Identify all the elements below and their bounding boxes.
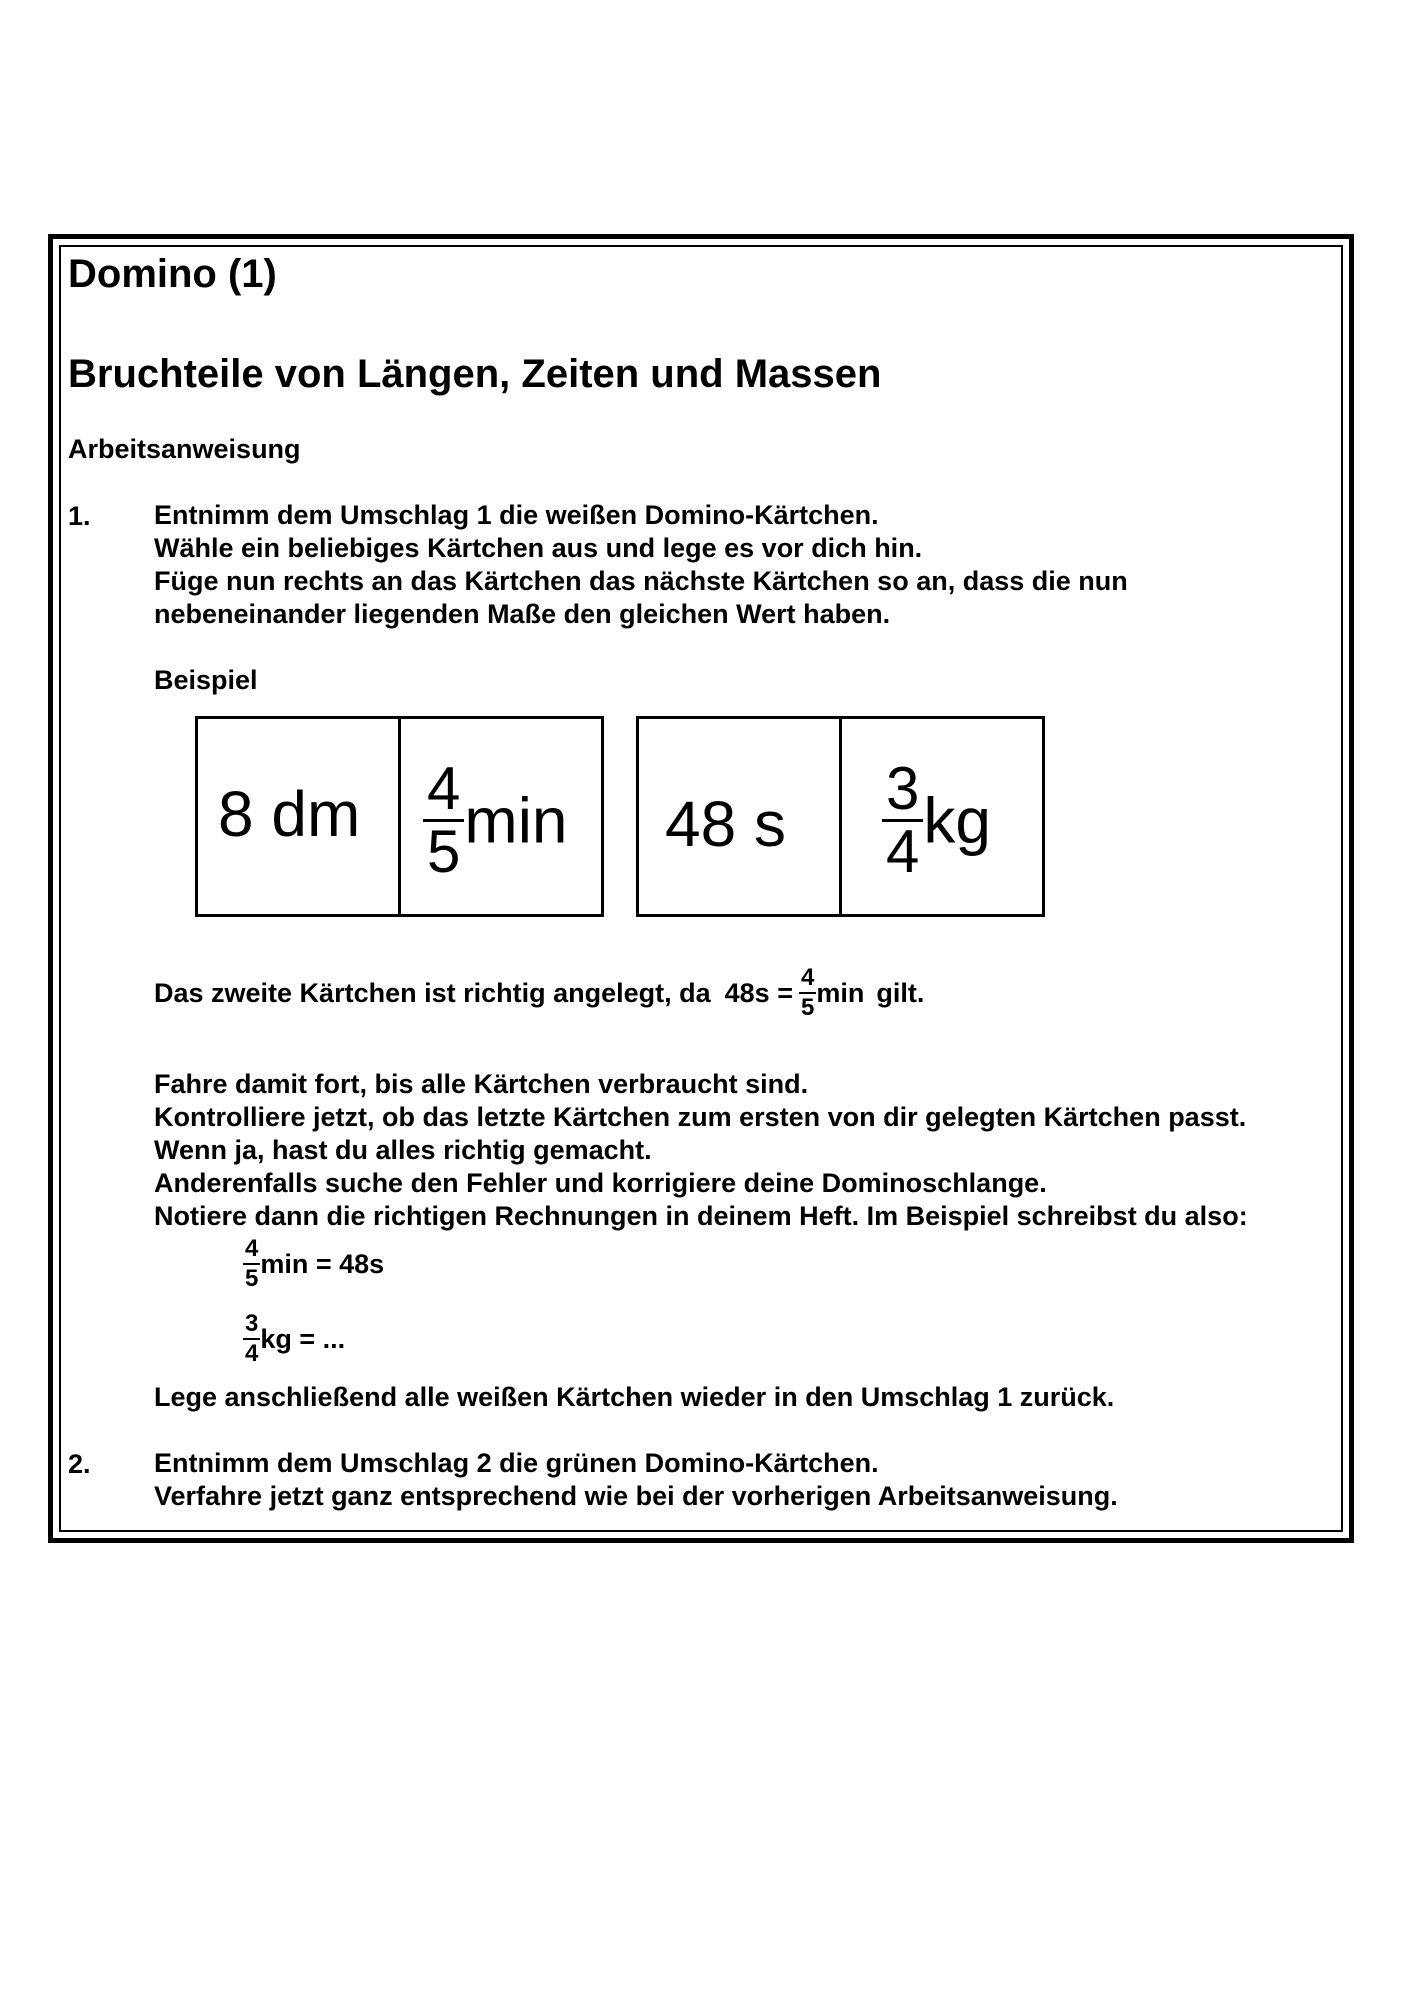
fraction xyxy=(423,755,464,885)
domino-card-1-left xyxy=(198,719,398,914)
instruction-line: Fahre damit fort, bis alle Kärtchen verbraucht sind. xyxy=(154,1069,809,1099)
instruction-line: Kontrolliere jetzt, ob das letzte Kärtchen zum ersten von dir gelegten Kärtchen passt. xyxy=(154,1102,1247,1132)
domino-card-1 xyxy=(195,716,604,917)
fraction xyxy=(243,1237,260,1291)
instruction-line: Füge nun rechts an das Kärtchen das nächste Kärtchen so an, dass die nun xyxy=(154,566,1128,596)
calculation-rest: kg = ... xyxy=(260,1323,346,1354)
fraction xyxy=(243,1312,260,1366)
instruction-line: Wenn ja, hast du alles richtig gemacht. xyxy=(154,1135,652,1165)
unit: min xyxy=(464,784,568,857)
step-2-number: 2. xyxy=(68,1449,91,1479)
fraction-numerator: 4 xyxy=(423,759,464,822)
instruction-line: Wähle ein beliebiges Kärtchen aus und lege es vor dich hin. xyxy=(154,533,923,563)
domino-fraction-value xyxy=(423,755,568,885)
domino-value: 8 dm xyxy=(218,778,361,850)
fraction-denominator: 4 xyxy=(245,1340,259,1367)
closing-instruction: Lege anschließend alle weißen Kärtchen wieder in den Umschlag 1 zurück. xyxy=(154,1382,1115,1412)
domino-card-2 xyxy=(636,716,1045,917)
section-heading: Arbeitsanweisung xyxy=(68,434,301,464)
explanation xyxy=(154,966,924,1020)
fraction-denominator: 5 xyxy=(800,994,815,1021)
fraction-denominator: 4 xyxy=(886,818,920,885)
fraction-denominator: 5 xyxy=(245,1265,259,1292)
page-title: Domino (1) xyxy=(68,252,277,296)
domino-card-2-right xyxy=(839,719,1042,914)
instruction-line: Entnimm dem Umschlag 1 die weißen Domino-Kärtchen. xyxy=(154,500,879,530)
domino-card-2-left xyxy=(639,719,839,914)
instruction-line: Entnimm dem Umschlag 2 die grünen Domino-Kärtchen. xyxy=(154,1448,879,1478)
explanation-suffix: gilt. xyxy=(876,977,925,1008)
example-calculation xyxy=(243,1237,384,1291)
fraction-numerator: 4 xyxy=(799,966,816,994)
step-2-instructions xyxy=(154,1447,1118,1513)
instruction-line: nebeneinander liegenden Maße den gleichen Wert haben. xyxy=(154,599,891,629)
fraction xyxy=(799,966,816,1020)
example-label: Beispiel xyxy=(154,665,258,695)
fraction-numerator: 4 xyxy=(243,1237,260,1265)
fraction xyxy=(882,755,923,885)
domino-value: 48 s xyxy=(665,788,786,860)
explanation-text: Das zweite Kärtchen ist richtig angelegt, da xyxy=(154,977,711,1008)
instruction-line: Anderenfalls suche den Fehler und korrigiere deine Dominoschlange. xyxy=(154,1168,1047,1198)
fraction-numerator: 3 xyxy=(882,759,923,822)
calculation-rest: min = 48s xyxy=(260,1248,385,1279)
domino-fraction-value xyxy=(882,755,991,885)
page-subtitle: Bruchteile von Längen, Zeiten und Massen xyxy=(68,352,882,396)
instruction-line: Notiere dann die richtigen Rechnungen in deinem Heft. Im Beispiel schreibst du also: xyxy=(154,1201,1248,1231)
instruction-line: Verfahre jetzt ganz entsprechend wie bei der vorherigen Arbeitsanweisung. xyxy=(154,1481,1118,1511)
fraction-numerator: 3 xyxy=(243,1312,260,1340)
step-1-instructions xyxy=(154,499,1128,631)
unit: min xyxy=(816,977,865,1008)
unit: kg xyxy=(923,784,991,857)
example-calculation xyxy=(243,1312,345,1366)
explanation-equation-lhs: 48s = xyxy=(724,977,793,1008)
domino-card-1-right xyxy=(398,719,601,914)
fraction-denominator: 5 xyxy=(427,818,461,885)
step-1-number: 1. xyxy=(68,501,91,531)
follow-instructions xyxy=(154,1068,1248,1233)
